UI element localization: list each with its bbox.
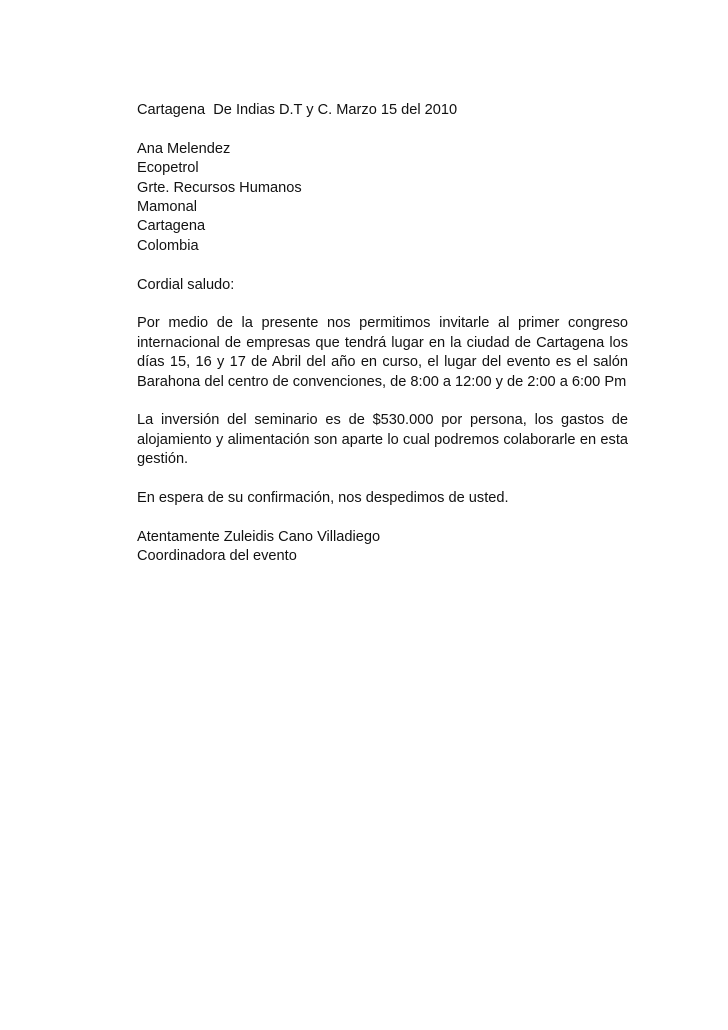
recipient-city: Cartagena xyxy=(137,218,206,235)
recipient-area: Mamonal xyxy=(137,199,198,216)
spacer xyxy=(137,120,628,139)
body-paragraph-farewell: En espera de su confirmación, nos despedimos de usted. xyxy=(137,490,509,507)
recipient-country: Colombia xyxy=(137,237,199,254)
recipient-title: Grte. Recursos Humanos xyxy=(137,179,302,196)
signer-role: Coordinadora del evento xyxy=(137,548,297,565)
recipient-block xyxy=(137,140,628,256)
spacer xyxy=(137,470,628,489)
salutation: Cordial saludo: xyxy=(137,276,235,293)
spacer xyxy=(137,256,628,275)
closing-signature: Atentamente Zuleidis Cano Villadiego xyxy=(137,528,381,545)
letter-body xyxy=(137,101,628,567)
date-line: Cartagena De Indias D.T y C. Marzo 15 del 2010 xyxy=(137,102,458,118)
spacer xyxy=(137,295,628,314)
body-paragraph-investment: La inversión del seminario es de $530.000 por persona, los gastos de alojamiento y alimentación son aparte lo cual podremos colaborarle en esta gestión. xyxy=(137,412,628,468)
recipient-company: Ecopetrol xyxy=(137,160,199,177)
recipient-name: Ana Melendez xyxy=(137,140,231,157)
spacer xyxy=(137,392,628,411)
body-paragraph-invitation: Por medio de la presente nos permitimos invitarle al primer congreso internacional de empresas que tendrá lugar en la ciudad de Cartagena los días 15, 16 y 17 de Abril del año en curso, el lugar del evento es el salón Barahona del centro de convenciones, de 8:00 a 12:00 y de 2:00 a 6:00 Pm xyxy=(137,315,628,390)
spacer xyxy=(137,508,628,527)
